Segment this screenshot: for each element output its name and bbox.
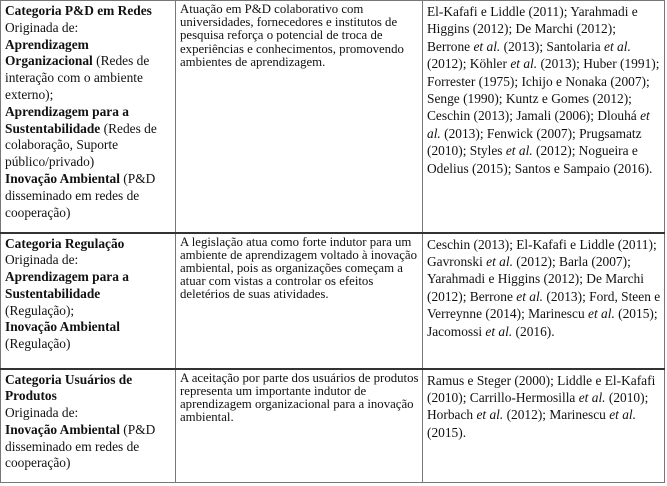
origin-item: [5, 37, 172, 104]
reference-text: Ramus e Steger (2000); Liddle e El-Kafafi (2010); Carrillo-Hermosilla: [427, 372, 656, 405]
origin-list: [5, 422, 172, 472]
references-text: [427, 3, 661, 177]
origin-label: Originada de:: [5, 19, 79, 35]
reference-text: (2013); Santolaria: [500, 38, 605, 54]
reference-text: (2012); Köhler: [427, 56, 511, 72]
origin-label: Originada de:: [5, 252, 79, 268]
origin-label: Originada de:: [5, 405, 79, 421]
reference-etal: et al.: [485, 323, 513, 339]
origin-item-name: Inovação Ambiental: [5, 319, 120, 335]
origin-item-detail: (P&D disseminado em redes de cooperação): [5, 421, 156, 471]
origin-item: [5, 171, 172, 221]
reference-etal: et al.: [427, 108, 650, 141]
description-text: A legislação atua como forte indutor para um ambiente de aprendizagem voltado à inovação ambiental, pois as organizações começam a atuar com vistas a controlar os efeitos deletérios de suas atividades.: [180, 234, 417, 302]
description-cell: [176, 233, 423, 369]
category-title: Categoria Regulação: [5, 235, 125, 251]
origin-list: [5, 269, 172, 353]
description-cell: [176, 1, 423, 233]
reference-etal: et al.: [609, 407, 636, 423]
references-cell: [423, 233, 665, 369]
category-title: Categoria P&D em Redes: [5, 3, 152, 18]
origin-item-name: Inovação Ambiental: [5, 170, 120, 186]
reference-text: (2015); Jacomossi: [427, 306, 658, 339]
reference-text: Ceschin (2013); El-Kafafi e Liddle (2011); Gavronski: [427, 236, 657, 269]
category-cell: [1, 1, 176, 233]
origin-item: [5, 104, 172, 171]
origin-item-name: Aprendizagem Organizacional: [5, 36, 93, 69]
description-text: Atuação em P&D colaborativo com universidades, fornecedores e institutos de pesquisa reforça o potencial de troca de experiências e conhecimentos, promovendo ambientes de aprendizagem.: [180, 2, 404, 69]
reference-etal: et al.: [476, 407, 504, 423]
reference-etal: et al.: [486, 253, 513, 269]
reference-etal: et al.: [604, 38, 631, 54]
reference-text: (2015).: [427, 424, 467, 440]
reference-text: (2012); Marinescu: [503, 407, 610, 423]
description-text: A aceitação por parte dos usuários de produtos representa um importante indutor de aprendizagem organizacional para a inovação ambiental.: [180, 370, 419, 425]
category-cell: [1, 233, 176, 369]
origin-item-detail: (Redes de interação com o ambiente externo);: [5, 53, 150, 102]
category-cell: [1, 369, 176, 483]
references-text: [427, 372, 661, 442]
reference-text: El-Kafafi e Liddle (2011); Yarahmadi e Higgins (2012); De Marchi (2012); Berrone: [427, 4, 638, 54]
origin-list: [5, 37, 172, 222]
origin-item: [5, 422, 172, 472]
reference-text: (2012); Nogueira e Odelius (2015); Santos e Sampaio (2016).: [427, 143, 653, 176]
reference-etal: et al.: [578, 389, 606, 405]
origin-item-name: Inovação Ambiental: [5, 421, 120, 437]
reference-etal: et al.: [588, 306, 615, 322]
origin-item: [5, 319, 172, 353]
origin-item-name: Aprendizagem para a Sustentabilidade: [5, 269, 129, 301]
reference-etal: et al.: [473, 38, 501, 54]
table-row: [1, 1, 665, 233]
reference-text: (2013); Ford, Steen e Verreynne (2014); Marinescu: [427, 288, 661, 322]
reference-text: (2013); Fenwick (2007); Prugsamatz (2010); Styles: [427, 125, 642, 159]
origin-item-detail: (Redes de colaboração, Suporte público/privado): [5, 120, 157, 170]
reference-etal: et al.: [516, 288, 544, 304]
references-cell: [423, 1, 665, 233]
reference-text: (2010); Horbach: [427, 389, 649, 423]
description-cell: [176, 369, 423, 483]
origin-item-detail: (Regulação): [5, 336, 71, 352]
reference-text: (2016).: [512, 323, 555, 339]
reference-text: (2012); Barla (2007); Yarahmadi e Higgins (2012); De Marchi (2012); Berrone: [427, 253, 644, 304]
origin-item: [5, 269, 172, 319]
origin-item-name: Aprendizagem para a Sustentabilidade: [5, 103, 129, 136]
origin-item-detail: (Regulação);: [5, 302, 75, 318]
table-row: [1, 233, 665, 369]
references-text: [427, 236, 661, 340]
table-row: [1, 369, 665, 483]
category-title: Categoria Usuários de Produtos: [5, 371, 133, 404]
references-cell: [423, 369, 665, 483]
reference-etal: et al.: [505, 143, 533, 159]
reference-etal: et al.: [510, 56, 538, 72]
reference-text: (2013); Huber (1991); Forrester (1975); Ichijo e Nonaka (2007); Senge (1990); Kuntz e Gomes (2012); Ceschin (2013); Jamali (2006); Dlouhá: [427, 56, 660, 124]
origin-item-detail: (P&D disseminado em redes de cooperação): [5, 170, 156, 220]
